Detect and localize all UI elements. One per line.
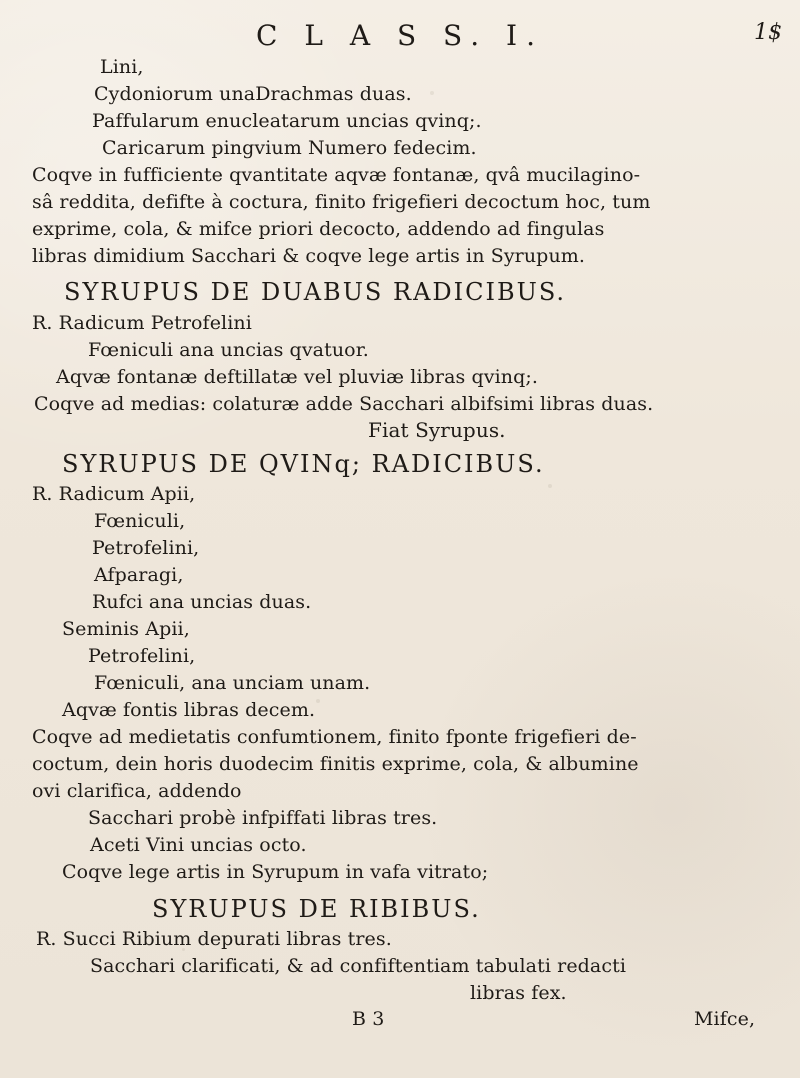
text-line: R. Succi Ribium depurati libras tres.	[36, 928, 392, 950]
page-number: 1$	[754, 20, 783, 45]
text-line: Aceti Vini uncias octo.	[90, 834, 307, 856]
signature-mark: B 3	[352, 1008, 385, 1030]
fiat-line: Fiat Syrupus.	[368, 418, 506, 442]
text-line: Caricarum pingvium Numero fedecim.	[102, 137, 477, 159]
recipe-heading: SYRUPUS DE QVINq; RADICIBUS.	[62, 450, 545, 478]
catchword: Mifce,	[694, 1008, 756, 1030]
text-line: Fœniculi ana uncias qvatuor.	[88, 339, 369, 361]
paper-speck	[548, 484, 552, 488]
recipe-heading: SYRUPUS DE RIBIBUS.	[152, 895, 481, 923]
text-line: Seminis Apii,	[62, 618, 190, 640]
text-line: R. Radicum Apii,	[32, 483, 196, 505]
text-line: Paffularum enucleatarum uncias qvinq;.	[92, 110, 482, 132]
text-line: R. Radicum Petrofelini	[32, 312, 252, 334]
text-line: Fœniculi,	[94, 510, 186, 532]
recipe-heading: SYRUPUS DE DUABUS RADICIBUS.	[64, 278, 567, 306]
text-line: libras dimidium Sacchari & coqve lege artis in Syrupum.	[32, 245, 586, 267]
text-line: Sacchari probè infpiffati libras tres.	[88, 807, 438, 829]
text-line: Afparagi,	[94, 564, 184, 586]
text-line: Fœniculi, ana unciam unam.	[94, 672, 371, 694]
text-line: sâ reddita, defifte à coctura, finito frigefieri decoctum hoc, tum	[32, 191, 651, 213]
text-line: Petrofelini,	[92, 537, 200, 559]
paper-speck	[430, 91, 434, 95]
text-line: Aqvæ fontis libras decem.	[62, 699, 316, 721]
text-line: Lini,	[100, 56, 144, 78]
text-line: Coqve in fufficiente qvantitate aqvæ fontanæ, qvâ mucilagino-	[32, 164, 641, 186]
text-line: libras fex.	[470, 982, 567, 1004]
text-line: Aqvæ fontanæ deftillatæ vel pluviæ libras qvinq;.	[56, 366, 538, 388]
text-line: Rufci ana uncias duas.	[92, 591, 312, 613]
class-heading: C L A S S. I.	[256, 19, 544, 52]
text-line: Coqve ad medietatis confumtionem, finito fponte frigefieri de-	[32, 726, 637, 748]
paper-speck	[316, 699, 320, 703]
text-line: Coqve ad medias: colaturæ adde Sacchari albifsimi libras duas.	[34, 393, 654, 415]
text-line: exprime, cola, & mifce priori decocto, addendo ad fingulas	[32, 218, 605, 240]
text-line: ovi clarifica, addendo	[32, 780, 242, 802]
text-line: coctum, dein horis duodecim finitis exprime, cola, & albumine	[32, 753, 639, 775]
text-line: Coqve lege artis in Syrupum in vafa vitrato;	[62, 861, 489, 883]
text-line: Sacchari clarificati, & ad confiftentiam tabulati redacti	[90, 955, 627, 977]
text-line: Cydoniorum unaDrachmas duas.	[94, 83, 412, 105]
text-line: Petrofelini,	[88, 645, 196, 667]
